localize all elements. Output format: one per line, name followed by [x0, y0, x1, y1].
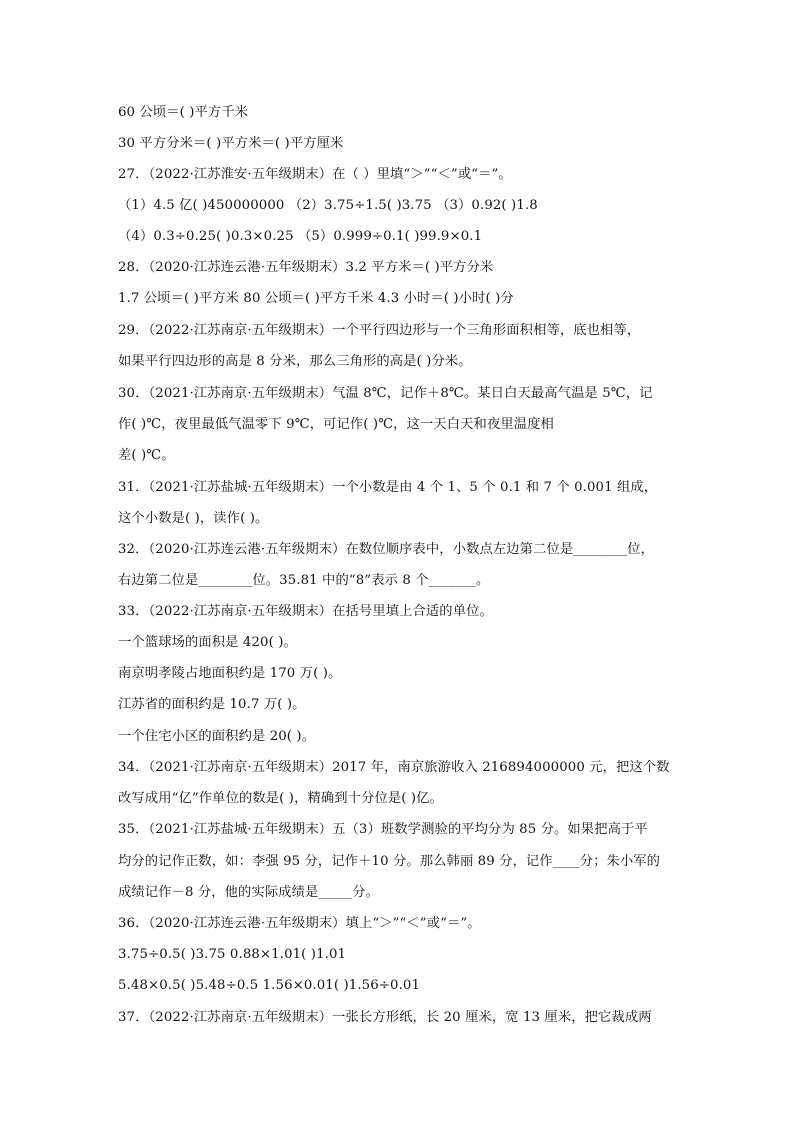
text-line: 一个篮球场的面积是 420( )。	[118, 635, 297, 650]
text-line: 作( )℃，夜里最低气温零下 9℃，可记作( )℃，这一天白天和夜里温度相	[118, 417, 554, 432]
text-line: 均分的记作正数，如：李强 95 分，记作＋10 分。那么韩丽 89 分，记作____分；朱小军的	[118, 854, 661, 869]
text-line: 差( )℃。	[118, 448, 175, 463]
question-33-title: 33．（2022·江苏南京·五年级期末）在括号里填上合适的单位。	[118, 604, 493, 619]
question-27-title: 27．（2022·江苏淮安·五年级期末）在（ ）里填“＞”“＜”或“＝”。	[118, 167, 512, 182]
text-line: 如果平行四边形的高是 8 分米，那么三角形的高是( )分米。	[118, 354, 472, 369]
question-35-title: 35．（2021·江苏盐城·五年级期末）五（3）班数学测验的平均分为 85 分。如果把高于平	[118, 822, 648, 837]
text-line: 60 公顷＝( )平方千米	[118, 105, 249, 120]
text-line: 30 平方分米＝( )平方米＝( )平方厘米	[118, 136, 344, 151]
question-37-title: 37．（2022·江苏南京·五年级期末）一张长方形纸，长 20 厘米，宽 13 厘米，把它裁成两	[118, 1010, 652, 1025]
text-line: 成绩记作－8 分，他的实际成绩是_____分。	[118, 885, 379, 900]
question-31-title: 31．（2021·江苏盐城·五年级期末）一个小数是由 4 个 1、5 个 0.1 和 7 个 0.001 组成，	[118, 480, 658, 495]
text-line: 改写成用“亿”作单位的数是( )，精确到十分位是( )亿。	[118, 791, 443, 806]
question-32-title: 32．（2020·江苏连云港·五年级期末）在数位顺序表中，小数点左边第二位是________位，	[118, 542, 655, 557]
text-line: 这个小数是( )，读作( )。	[118, 511, 269, 526]
text-line: 5.48×0.5( )5.48÷0.5 1.56×0.01( )1.56÷0.01	[118, 978, 421, 993]
question-36-title: 36．（2020·江苏连云港·五年级期末）填上“＞”“＜”或“＝”。	[118, 916, 481, 931]
text-line: 1.7 公顷＝( )平方米 80 公顷＝( )平方千米 4.3 小时＝( )小时( )分	[118, 291, 514, 306]
text-line: 3.75÷0.5( )3.75 0.88×1.01( )1.01	[118, 947, 347, 962]
question-28-title: 28．（2020·江苏连云港·五年级期末）3.2 平方米＝( )平方分米	[118, 260, 494, 275]
question-29-title: 29．（2022·江苏南京·五年级期末）一个平行四边形与一个三角形面积相等，底也相等，	[118, 323, 641, 338]
text-line: 右边第二位是________位。35.81 中的“8”表示 8 个_______。	[118, 573, 490, 588]
text-line: 江苏省的面积约是 10.7 万( )。	[118, 697, 306, 712]
text-line: 南京明孝陵占地面积约是 170 万( )。	[118, 666, 342, 681]
text-line: （1）4.5 亿( )450000000 （2）3.75÷1.5( )3.75 （3）0.92( )1.8	[118, 198, 538, 213]
question-34-title: 34．（2021·江苏南京·五年级期末）2017 年，南京旅游收入 216894000000 元，把这个数	[118, 760, 670, 775]
text-line: 一个住宅小区的面积约是 20( )。	[118, 729, 316, 744]
text-line: （4）0.3÷0.25( )0.3×0.25 （5）0.999÷0.1( )99.9×0.1	[118, 229, 483, 244]
question-30-title: 30．（2021·江苏南京·五年级期末）气温 8℃，记作＋8℃。某日白天最高气温是 5℃，记	[118, 386, 653, 401]
